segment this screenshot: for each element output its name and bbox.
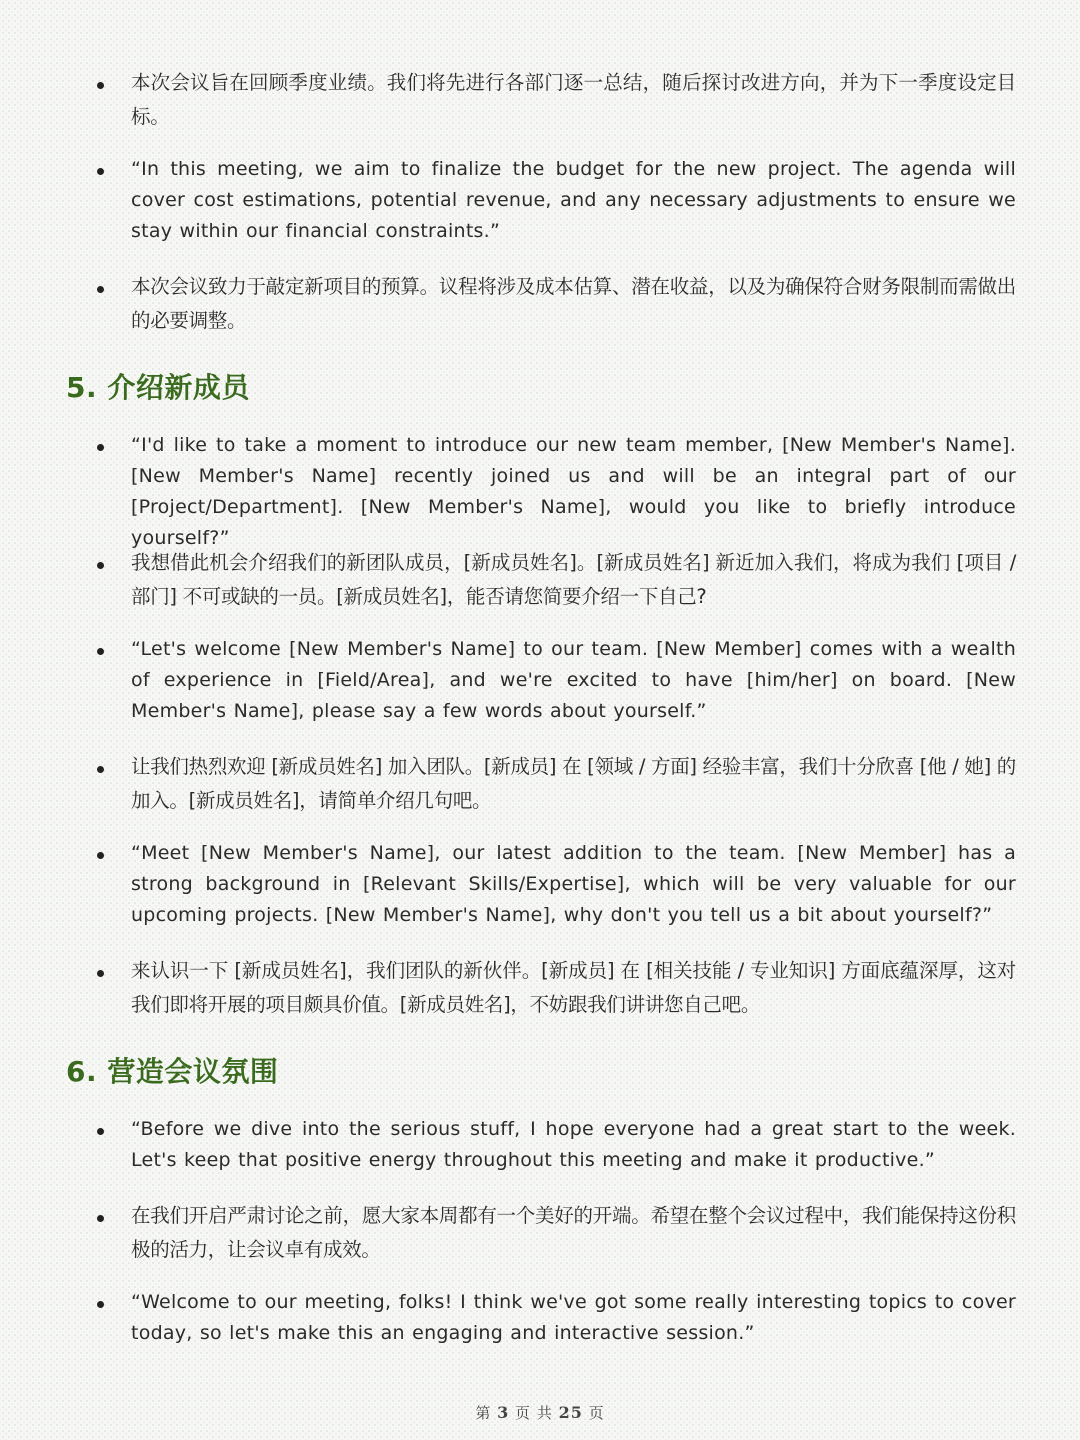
list-item-text: “Meet [New Member's Name], our latest addition to the team. [New Member] has a strong background in [Relevant Skills/Expertise], which will be very valuable for our upcoming projects. [New Member's Name], why don't you tell us a bit about yourself?” (131, 842, 1016, 926)
list-item-text: “I'd like to take a moment to introduce our new team member, [New Member's Name]. [New Member's Name] recently joined us and will be an integral part of our [Project/Department]. [New Member's Name], would you like to briefly introduce yourself?” (131, 434, 1016, 549)
current-page-number: 3 (497, 1403, 510, 1422)
section-5-item-4 (0, 750, 1080, 818)
section-5-item-5 (0, 838, 1080, 931)
list-item-text: 来认识一下 [新成员姓名]，我们团队的新伙伴。[新成员] 在 [相关技能 / 专业知识] 方面底蕴深厚，这对我们即将开展的项目颇具价值。[新成员姓名]，不妨跟我们讲讲您自己吧。 (131, 959, 1016, 1016)
list-item-text: 让我们热烈欢迎 [新成员姓名] 加入团队。[新成员] 在 [领域 / 方面] 经验丰富，我们十分欣喜 [他 / 她] 的加入。[新成员姓名]，请简单介绍几句吧。 (131, 755, 1016, 812)
bullet-icon (97, 766, 104, 773)
section-5-item-2 (0, 546, 1080, 614)
bullet-icon (97, 562, 104, 569)
section-6-item-3 (0, 1287, 1080, 1349)
section-6-item-1 (0, 1114, 1080, 1176)
section-5-item-3 (0, 634, 1080, 727)
footer-middle: 页 共 (515, 1404, 553, 1422)
list-item-text: 在我们开启严肃讨论之前，愿大家本周都有一个美好的开端。希望在整个会议过程中，我们能保持这份积极的活力，让会议卓有成效。 (131, 1204, 1016, 1261)
bullet-icon (97, 1128, 104, 1135)
bullet-icon (97, 286, 104, 293)
top-list-item-3 (0, 270, 1080, 338)
footer-prefix: 第 (475, 1404, 492, 1422)
bullet-icon (97, 970, 104, 977)
bullet-icon (97, 648, 104, 655)
section-5-item-1 (0, 430, 1080, 554)
list-item-text: “Before we dive into the serious stuff, I hope everyone had a great start to the week. Let's keep that positive energy throughout this meeting and make it productive.” (131, 1118, 1016, 1171)
section-5-item-6 (0, 954, 1080, 1022)
bullet-icon (97, 82, 104, 89)
top-list-item-2 (0, 154, 1080, 247)
section-6-heading: 6. 营造会议氛围 (66, 1055, 279, 1088)
list-item-text: “In this meeting, we aim to finalize the budget for the new project. The agenda will cover cost estimations, potential revenue, and any necessary adjustments to ensure we stay within our financial constraints.” (131, 158, 1016, 242)
list-item-text: 本次会议旨在回顾季度业绩。我们将先进行各部门逐一总结，随后探讨改进方向，并为下一季度设定目标。 (131, 71, 1016, 128)
section-5-heading: 5. 介绍新成员 (66, 371, 250, 404)
list-item-text: 我想借此机会介绍我们的新团队成员，[新成员姓名]。[新成员姓名] 新近加入我们，将成为我们 [项目 / 部门] 不可或缺的一员。[新成员姓名]，能否请您简要介绍一下自己? (131, 551, 1016, 608)
bullet-icon (97, 168, 104, 175)
bullet-icon (97, 1215, 104, 1222)
bullet-icon (97, 444, 104, 451)
bullet-icon (97, 852, 104, 859)
bullet-icon (97, 1301, 104, 1308)
list-item-text: “Welcome to our meeting, folks! I think we've got some really interesting topics to cover today, so let's make this an engaging and interactive session.” (131, 1291, 1016, 1344)
footer-suffix: 页 (588, 1404, 605, 1422)
list-item-text: “Let's welcome [New Member's Name] to our team. [New Member] comes with a wealth of experience in [Field/Area], and we're excited to have [him/her] on board. [New Member's Name], please say a few words about yourself.” (131, 638, 1016, 722)
list-item-text: 本次会议致力于敲定新项目的预算。议程将涉及成本估算、潜在收益，以及为确保符合财务限制而需做出的必要调整。 (131, 275, 1016, 332)
section-6-item-2 (0, 1199, 1080, 1267)
page-footer (0, 1402, 1080, 1423)
top-list-item-1 (0, 66, 1080, 134)
total-page-count: 25 (558, 1403, 583, 1422)
